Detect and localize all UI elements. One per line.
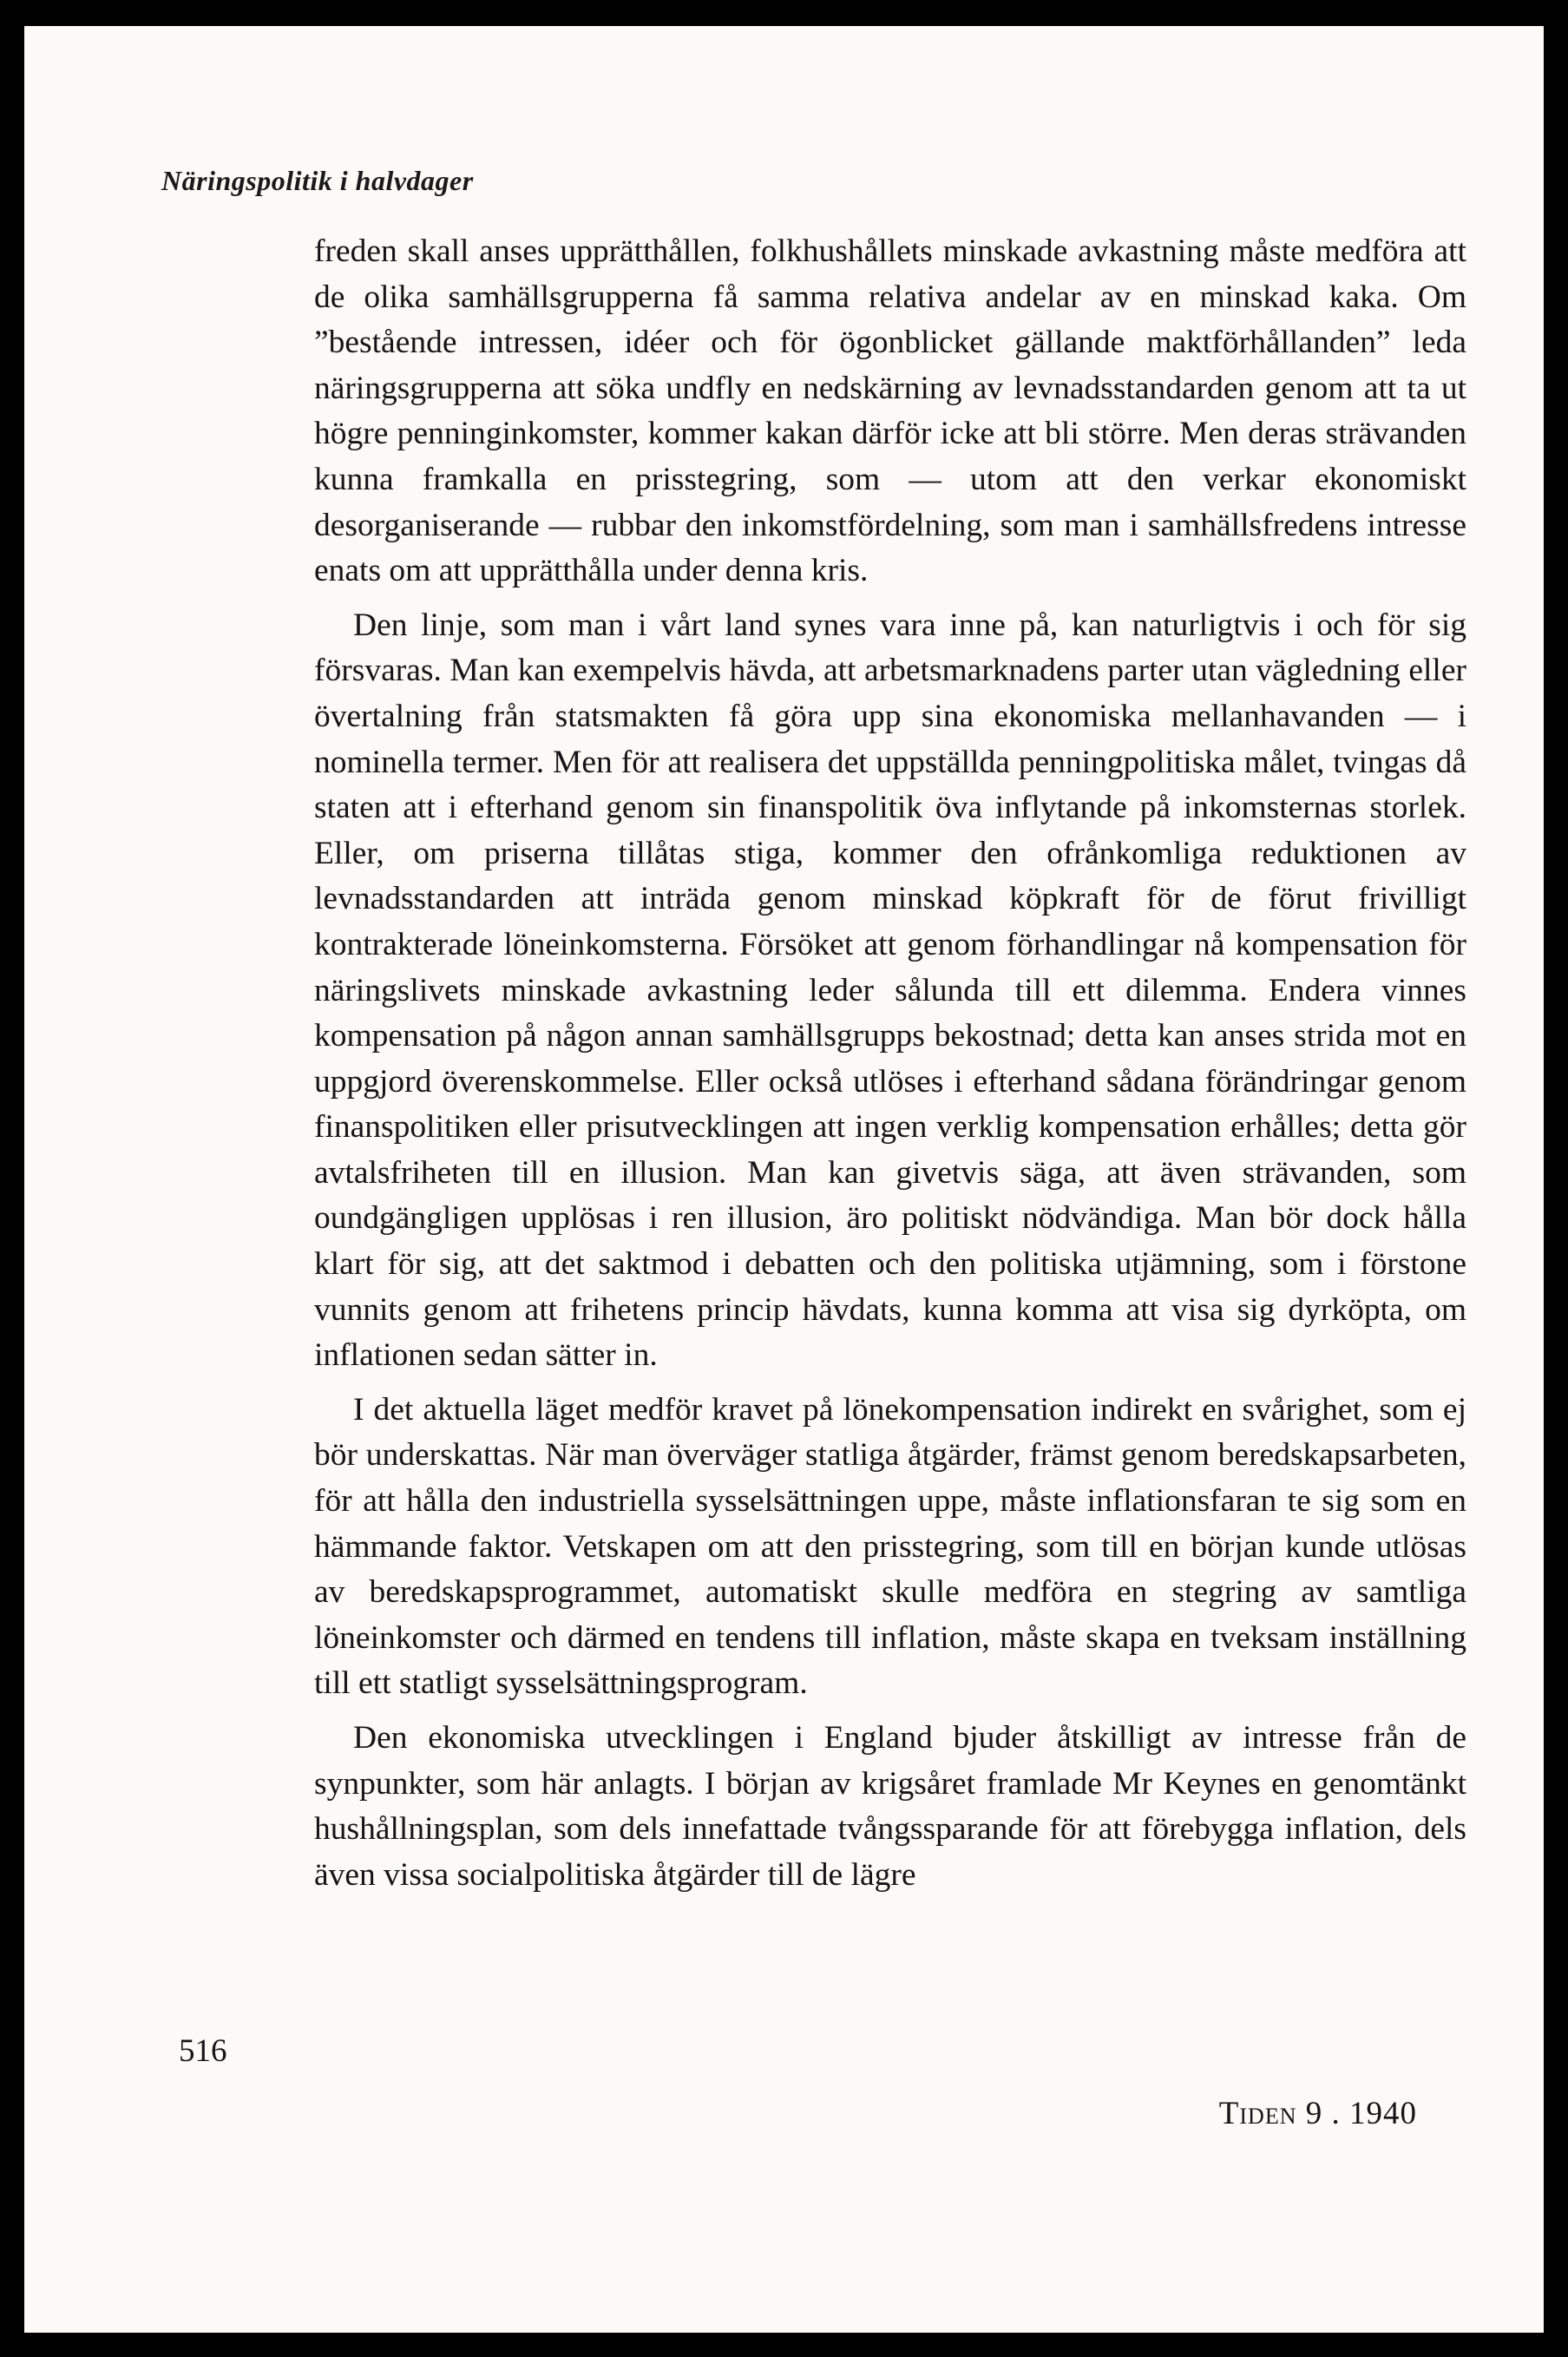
page-number: 516 [179, 2033, 227, 2069]
paragraph-2: Den linje, som man i vårt land synes vara inne på, kan naturligtvis i och för sig försvaras. Man kan exempelvis hävda, att arbetsmarknadens parter utan vägledning eller övertalning från statsmakten få göra upp sina ekonomiska mellanhavanden — i nominella termer. Men för att realisera det uppställda penningpolitiska målet, tvingas då staten att i efterhand genom sin finanspolitik öva inflytande på inkomsternas storlek. Eller, om priserna tillåtas stiga, kommer den ofrånkomliga reduktionen av levnadsstandarden att inträda genom minskad köpkraft för de förut frivilligt kontrakterade löneinkomsterna. Försöket att genom förhandlingar nå kompensation för näringslivets minskade avkastning leder sålunda till ett dilemma. Endera vinnes kompensation på någon annan samhällsgrupps bekostnad; detta kan anses strida mot en uppgjord överenskommelse. Eller också utlöses i efterhand sådana förändringar genom finanspolitiken eller prisutvecklingen att ingen verklig kompensation erhålles; detta gör avtalsfriheten till en illusion. Man kan givetvis säga, att även strävanden, som oundgängligen upplösas i ren illusion, äro politiskt nödvändiga. Man bör dock hålla klart för sig, att det saktmod i debatten och den politiska utjämning, som i förstone vunnits genom att frihetens princip hävdats, kunna komma att visa sig dyrköpta, om inflationen sedan sätter in. [314, 607, 1466, 1374]
journal-name: Tiden [1218, 2096, 1297, 2131]
footer-separator: . [1331, 2096, 1341, 2131]
paragraph-1: freden skall anses upprätthållen, folkhushållets minskade avkastning måste medföra att de olika samhällsgrupperna få samma relativa andelar av en minskad kaka. Om ”bestående intressen, idéer och för ögonblicket gällande maktförhållanden” leda näringsgrupperna att söka undfly en nedskärning av levnadsstandarden genom att ta ut högre penninginkomster, kommer kakan därför icke att bli större. Men deras strävanden kunna framkalla en prisstegring, som — utom att den verkar ekonomiskt desorganiserande — rubbar den inkomstfördelning, som man i samhällsfredens intresse enats om att upprätthålla under denna kris. [314, 233, 1466, 589]
journal-footer [1219, 2095, 1417, 2132]
issue-number: 9 [1305, 2096, 1323, 2131]
paragraph-4: Den ekonomiska utvecklingen i England bjuder åtskilligt av intresse från de synpunkter, som här anlagts. I början av krigsåret framlade Mr Keynes en genomtänkt hushållningsplan, som dels innefattade tvångssparande för att förebygga inflation, dels även vissa socialpolitiska åtgärder till de lägre [314, 1720, 1466, 1893]
issue-year: 1940 [1349, 2096, 1417, 2131]
paragraph-3: I det aktuella läget medför kravet på lönekompensation indirekt en svårighet, som ej bör underskattas. När man överväger statliga åtgärder, främst genom beredskapsarbeten, för att hålla den industriella sysselsättningen uppe, måste inflationsfaran te sig som en hämmande faktor. Vetskapen om att den prisstegring, som till en början kunde utlösas av beredskapsprogrammet, automatiskt skulle medföra en stegring av samtliga löneinkomster och därmed en tendens till inflation, måste skapa en tveksam inställning till ett statligt sysselsättningsprogram. [314, 1391, 1466, 1702]
page-sheet [24, 26, 1544, 2333]
article-body [314, 229, 1466, 1898]
running-title: Näringspolitik i halvdager [161, 165, 474, 196]
